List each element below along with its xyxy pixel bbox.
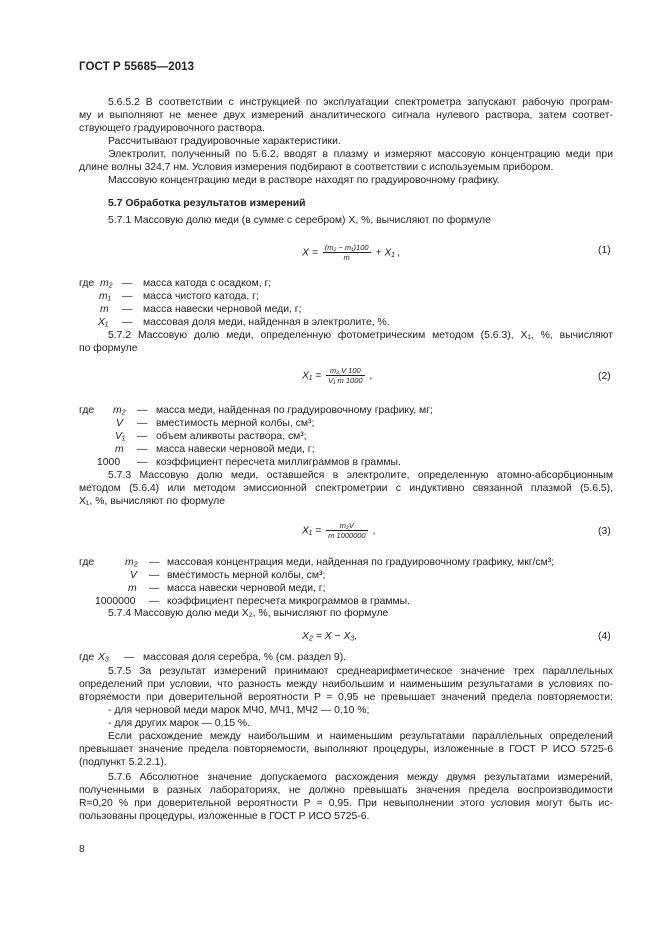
where-text: массовая концентрация меди, найденная по градуировочному графику, мкг/см³; xyxy=(167,557,555,568)
fraction-numerator: (m₂ − m₁)100 xyxy=(324,243,369,252)
where-symbol: m₂ xyxy=(100,278,113,289)
paragraph-line: ствующего градуировочного раствора. xyxy=(79,123,265,134)
where-dash: — xyxy=(149,557,160,568)
paragraph-line: методом (5.6.4) или методом эмиссионной спектрометрии с индуктивно связанной плазмой (5.6.5), xyxy=(79,483,613,494)
where-dash: — xyxy=(137,418,148,429)
list-item: - для черновой меди марок МЧ0, МЧ1, МЧ2 — 0,10 %; xyxy=(108,705,370,716)
paragraph-line: полученными в разных лабораториях, не должно превышать значения предела воспроизводимости xyxy=(79,785,613,796)
where-dash: — xyxy=(122,304,133,315)
fraction-denominator: m xyxy=(343,253,350,262)
where-symbol: m xyxy=(128,583,137,594)
where-symbol: X₁ xyxy=(98,317,109,328)
paragraph-line: 5.6.5.2 В соответствии с инструкцией по эксплуатации спектрометра запускают рабочую програм- xyxy=(108,97,613,108)
section-heading: 5.7 Обработка результатов измерений xyxy=(108,198,306,209)
where-dash: — xyxy=(122,278,133,289)
paragraph-line: R=0,20 % при доверительной вероятности P = 0,95. При невыполнении этого условия могут быть ис- xyxy=(79,798,613,809)
paragraph-line: 5.7.2 Массовую долю меди, определенную фотометрическим методом (5.6.3), X₁, %, вычисляют xyxy=(108,330,613,341)
where-symbol: X₃ xyxy=(98,652,110,663)
where-text: массовая доля меди, найденная в электролите, %. xyxy=(143,317,390,328)
where-symbol: m₂ xyxy=(125,557,138,568)
page-number: 8 xyxy=(79,844,85,855)
fraction-denominator: V₁ m 1000 xyxy=(328,376,363,385)
where-text: масса чистого катода, г; xyxy=(143,291,259,302)
where-symbol: m xyxy=(115,444,124,455)
formula-4: X₂ = X − X₃, xyxy=(302,631,358,642)
paragraph-line: определений при условии, что разность между наибольшим и наименьшим результатами в условиях по- xyxy=(79,679,613,690)
where-symbol: m₁ xyxy=(99,291,111,302)
formula-1 xyxy=(302,243,400,262)
document-header: ГОСТ Р 55685—2013 xyxy=(79,61,195,73)
formula-3 xyxy=(302,521,375,540)
formula-tail: , xyxy=(369,370,373,382)
paragraph-line: превышает значение предела повторяемости, выполняют процедуры, изложенные в ГОСТ Р ИСО 5725-6 xyxy=(79,744,613,755)
where-dash: — xyxy=(149,583,160,594)
where-label: где xyxy=(79,652,95,663)
where-text: масса навески черновой меди, г; xyxy=(156,444,315,455)
where-dash: — xyxy=(124,652,135,663)
formula-2 xyxy=(302,366,372,385)
formula-lhs: X = xyxy=(302,247,318,259)
paragraph-line: Если расхождение между наибольшим и наименьшим результатами параллельных определений xyxy=(108,731,613,742)
paragraph-line: (подпункт 5.2.2.1). xyxy=(79,757,167,768)
where-text: масса навески черновой меди, г; xyxy=(167,583,326,594)
formula-lhs: X₁ = xyxy=(302,370,322,382)
where-text: масса навески черновой меди, г; xyxy=(143,304,302,315)
where-dash: — xyxy=(122,291,133,302)
where-text: коэффициент пересчета миллиграммов в граммы. xyxy=(156,457,401,468)
where-text: масса катода с осадком, г; xyxy=(143,278,272,289)
fraction xyxy=(326,521,368,540)
where-dash: — xyxy=(137,405,148,416)
where-symbol: m₂ xyxy=(113,405,126,416)
where-label: где xyxy=(79,405,95,416)
where-text: объем аликвоты раствора, см³; xyxy=(156,431,307,442)
equation-number: (2) xyxy=(598,371,611,382)
where-symbol: V₁ xyxy=(115,431,126,442)
equation-number: (3) xyxy=(598,526,611,537)
paragraph-line: Массовую концентрацию меди в растворе находят по градуировочному графику. xyxy=(108,175,500,186)
where-symbol: 1000 xyxy=(97,457,121,468)
where-label: где xyxy=(79,557,95,568)
paragraph-line: по формуле xyxy=(79,343,138,354)
paragraph-line: вторяемости при доверительной вероятности P = 0,95 не превышает значений предела повторяемости: xyxy=(79,692,613,703)
where-text: коэффициент пересчета микрограммов в граммы. xyxy=(167,596,411,607)
fraction xyxy=(326,366,364,385)
where-text: масса меди, найденная по градуировочному графику, мг; xyxy=(156,405,433,416)
paragraph-line: пользованы процедуры, изложенные в ГОСТ Р ИСО 5725-6. xyxy=(79,811,370,822)
where-text: массовая доля серебра, % (см. раздел 9). xyxy=(143,652,347,663)
equation-number: (4) xyxy=(598,631,611,642)
list-item: - для других марок — 0,15 %. xyxy=(108,718,251,729)
fraction-numerator: m₂V xyxy=(326,521,368,531)
paragraph-line: 5.7.5 За результат измерений принимают среднеарифметическое значение трех параллельных xyxy=(108,666,613,677)
paragraph-line: 5.7.1 Массовую долю меди (в сумме с серебром) X, %, вычисляют по формуле xyxy=(108,215,491,226)
where-symbol: m xyxy=(100,304,109,315)
formula-tail: + X₁ , xyxy=(375,247,401,259)
where-symbol: V xyxy=(130,570,137,581)
where-dash: — xyxy=(149,570,160,581)
where-dash: — xyxy=(122,317,133,328)
formula-tail: , xyxy=(372,525,376,537)
equation-number: (1) xyxy=(598,245,611,256)
where-dash: — xyxy=(137,431,148,442)
paragraph-line: 5.7.4 Массовую долю меди X₂, %, вычисляют по формуле xyxy=(108,608,389,619)
where-dash: — xyxy=(149,596,160,607)
paragraph-line: длине волны 324,7 нм. Условия измерения подбирают в соответствии с используемым прибором. xyxy=(79,162,554,173)
fraction xyxy=(323,243,371,262)
paragraph-line: 5.7.6 Абсолютное значение допускаемого расхождения между двумя результатами измерений, xyxy=(108,772,613,783)
formula-lhs: X₁ = xyxy=(302,525,322,537)
paragraph-line: Электролит, полученный по 5.6.2, вводят в плазму и измеряют массовую концентрацию меди при xyxy=(108,149,613,160)
where-text: вместимость мерной колбы, см³; xyxy=(156,418,315,429)
paragraph-line: му и выполняют не менее двух измерений аналитического сигнала нулевого раствора, затем соответ- xyxy=(79,110,613,121)
paragraph-line: 5.7.3 Массовую долю меди, оставшейся в электролите, определенную атомно-абсорбционным xyxy=(108,470,613,481)
fraction-numerator: m₂ V 100 xyxy=(326,366,364,376)
where-label: где xyxy=(79,278,95,289)
where-symbol: 1000000 xyxy=(95,596,136,607)
where-symbol: V xyxy=(116,418,123,429)
where-dash: — xyxy=(137,444,148,455)
where-dash: — xyxy=(137,457,148,468)
fraction-denominator: m 1000000 xyxy=(328,531,366,540)
paragraph-line: Рассчитывают градуировочные характеристики. xyxy=(108,136,341,147)
paragraph-line: X₁, %, вычисляют по формуле xyxy=(79,496,225,507)
where-text: вместимость мерной колбы, см³; xyxy=(167,570,326,581)
